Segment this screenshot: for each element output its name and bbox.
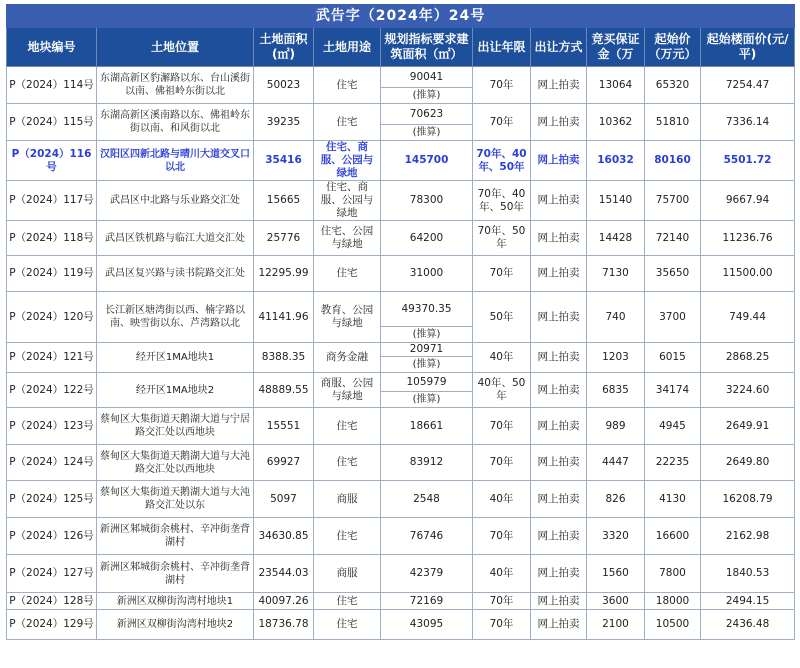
parcel-method: 网上拍卖	[531, 555, 587, 593]
parcel-use: 商服	[314, 481, 381, 518]
parcel-start-price: 10500	[645, 610, 701, 640]
parcel-deposit: 989	[587, 408, 645, 445]
parcel-deposit: 740	[587, 292, 645, 343]
parcel-floor-area: 83912	[381, 445, 473, 481]
floor-area-note: (推算)	[381, 357, 473, 373]
parcel-use: 商服、公园与绿地	[314, 373, 381, 408]
header-area: 土地面积(㎡)	[254, 28, 314, 67]
table-row	[7, 292, 795, 327]
parcel-floor-price: 2649.80	[701, 445, 795, 481]
table-row	[7, 555, 795, 593]
parcel-id: P（2024）121号	[7, 343, 97, 373]
parcel-start-price: 7800	[645, 555, 701, 593]
parcel-years: 70年	[473, 593, 531, 610]
parcel-location: 武昌区复兴路与读书院路交汇处	[97, 256, 254, 292]
header-method: 出让方式	[531, 28, 587, 67]
parcel-floor-price: 7254.47	[701, 67, 795, 104]
parcel-start-price: 16600	[645, 518, 701, 555]
parcel-floor-area: 49370.35	[381, 292, 473, 327]
parcel-floor-area: 105979	[381, 373, 473, 392]
parcel-use: 住宅	[314, 256, 381, 292]
parcel-id: P（2024）125号	[7, 481, 97, 518]
parcel-location: 东湖高新区溪南路以东、佛祖岭东街以南、和风街以北	[97, 104, 254, 141]
parcel-start-price: 80160	[645, 141, 701, 181]
parcel-area: 48889.55	[254, 373, 314, 408]
parcel-years: 70年	[473, 518, 531, 555]
parcel-area: 8388.35	[254, 343, 314, 373]
parcel-floor-price: 16208.79	[701, 481, 795, 518]
parcel-years: 70年	[473, 445, 531, 481]
floor-area-note: (推算)	[381, 88, 473, 104]
parcel-floor-price: 2649.91	[701, 408, 795, 445]
parcel-start-price: 3700	[645, 292, 701, 343]
parcel-floor-price: 2162.98	[701, 518, 795, 555]
parcel-years: 70年	[473, 104, 531, 141]
parcel-method: 网上拍卖	[531, 408, 587, 445]
parcel-years: 70年	[473, 408, 531, 445]
table-row	[7, 104, 795, 125]
table-row	[7, 518, 795, 555]
parcel-floor-price: 749.44	[701, 292, 795, 343]
parcel-id: P（2024）124号	[7, 445, 97, 481]
parcel-deposit: 13064	[587, 67, 645, 104]
parcel-start-price: 65320	[645, 67, 701, 104]
parcel-floor-price: 11500.00	[701, 256, 795, 292]
parcel-location: 新洲区双柳街沟湾村地块1	[97, 593, 254, 610]
parcel-floor-price: 1840.53	[701, 555, 795, 593]
parcel-floor-area: 42379	[381, 555, 473, 593]
parcel-area: 5097	[254, 481, 314, 518]
parcel-location: 新洲区邾城街余桃村、辛冲街垄背湖村	[97, 555, 254, 593]
parcel-location: 蔡甸区大集街道天鹅湖大道与宁居路交汇处以西地块	[97, 408, 254, 445]
parcel-floor-price: 5501.72	[701, 141, 795, 181]
parcel-use: 商服	[314, 555, 381, 593]
parcel-start-price: 75700	[645, 181, 701, 221]
parcel-id: P（2024）120号	[7, 292, 97, 343]
parcel-deposit: 6835	[587, 373, 645, 408]
parcel-deposit: 16032	[587, 141, 645, 181]
parcel-deposit: 826	[587, 481, 645, 518]
parcel-method: 网上拍卖	[531, 67, 587, 104]
parcel-start-price: 72140	[645, 221, 701, 256]
parcel-years: 50年	[473, 292, 531, 343]
parcel-floor-price: 2436.48	[701, 610, 795, 640]
parcel-deposit: 3600	[587, 593, 645, 610]
parcel-area: 18736.78	[254, 610, 314, 640]
parcel-method: 网上拍卖	[531, 141, 587, 181]
parcel-floor-area: 2548	[381, 481, 473, 518]
parcel-floor-area: 64200	[381, 221, 473, 256]
parcel-id: P（2024）116号	[7, 141, 97, 181]
parcel-location: 武昌区中北路与乐业路交汇处	[97, 181, 254, 221]
parcel-location: 武昌区铁机路与临江大道交汇处	[97, 221, 254, 256]
parcel-id: P（2024）123号	[7, 408, 97, 445]
parcel-method: 网上拍卖	[531, 481, 587, 518]
table-row	[7, 610, 795, 640]
table-row	[7, 373, 795, 392]
parcel-deposit: 1560	[587, 555, 645, 593]
parcel-years: 40年、50年	[473, 373, 531, 408]
parcel-id: P（2024）114号	[7, 67, 97, 104]
parcel-start-price: 35650	[645, 256, 701, 292]
parcel-method: 网上拍卖	[531, 593, 587, 610]
floor-area-note: (推算)	[381, 125, 473, 141]
parcel-location: 蔡甸区大集街道天鹅湖大道与大沌路交汇处以东	[97, 481, 254, 518]
parcel-deposit: 4447	[587, 445, 645, 481]
parcel-floor-area: 76746	[381, 518, 473, 555]
parcel-id: P（2024）128号	[7, 593, 97, 610]
parcel-area: 35416	[254, 141, 314, 181]
parcel-use: 住宅	[314, 518, 381, 555]
header-years: 出让年限	[473, 28, 531, 67]
parcel-years: 40年	[473, 343, 531, 373]
parcel-area: 41141.96	[254, 292, 314, 343]
header-floor-area: 规划指标要求建筑面积（㎡）	[381, 28, 473, 67]
parcel-method: 网上拍卖	[531, 104, 587, 141]
parcel-id: P（2024）122号	[7, 373, 97, 408]
parcel-years: 70年、40年、50年	[473, 141, 531, 181]
parcel-years: 40年	[473, 481, 531, 518]
parcel-years: 70年	[473, 610, 531, 640]
table-row	[7, 593, 795, 610]
parcel-years: 70年、40年、50年	[473, 181, 531, 221]
table-row	[7, 481, 795, 518]
header-location: 土地位置	[97, 28, 254, 67]
parcel-use: 住宅	[314, 104, 381, 141]
parcel-use: 住宅、商服、公园与绿地	[314, 141, 381, 181]
parcel-use: 住宅、商服、公园与绿地	[314, 181, 381, 221]
parcel-years: 70年	[473, 256, 531, 292]
parcel-area: 25776	[254, 221, 314, 256]
parcel-deposit: 10362	[587, 104, 645, 141]
parcel-location: 经开区1MA地块2	[97, 373, 254, 408]
parcel-id: P（2024）126号	[7, 518, 97, 555]
parcel-use: 教育、公园与绿地	[314, 292, 381, 343]
floor-area-note: (推算)	[381, 327, 473, 343]
parcel-area: 15551	[254, 408, 314, 445]
header-parcel-id: 地块编号	[7, 28, 97, 67]
parcel-location: 长江新区塘湾街以西、楠字路以南、映雪街以东、芦湾路以北	[97, 292, 254, 343]
parcel-area: 39235	[254, 104, 314, 141]
parcel-floor-area: 20971	[381, 343, 473, 357]
parcel-years: 70年	[473, 67, 531, 104]
parcel-method: 网上拍卖	[531, 373, 587, 408]
parcel-floor-area: 31000	[381, 256, 473, 292]
header-use: 土地用途	[314, 28, 381, 67]
table-row	[7, 181, 795, 221]
parcel-floor-area: 43095	[381, 610, 473, 640]
parcel-start-price: 51810	[645, 104, 701, 141]
parcel-floor-area: 78300	[381, 181, 473, 221]
parcel-area: 69927	[254, 445, 314, 481]
parcel-use: 住宅、公园与绿地	[314, 221, 381, 256]
parcel-use: 住宅	[314, 610, 381, 640]
parcel-location: 蔡甸区大集街道天鹅湖大道与大沌路交汇处以西地块	[97, 445, 254, 481]
parcel-floor-area: 72169	[381, 593, 473, 610]
parcel-floor-area: 145700	[381, 141, 473, 181]
floor-area-note: (推算)	[381, 392, 473, 408]
parcel-method: 网上拍卖	[531, 292, 587, 343]
parcel-deposit: 3320	[587, 518, 645, 555]
parcel-use: 住宅	[314, 445, 381, 481]
parcel-id: P（2024）118号	[7, 221, 97, 256]
parcel-start-price: 34174	[645, 373, 701, 408]
parcel-years: 40年	[473, 555, 531, 593]
header-deposit: 竞买保证金（万	[587, 28, 645, 67]
parcel-location: 经开区1MA地块1	[97, 343, 254, 373]
parcel-floor-price: 3224.60	[701, 373, 795, 408]
parcel-id: P（2024）119号	[7, 256, 97, 292]
table-row	[7, 256, 795, 292]
parcel-method: 网上拍卖	[531, 221, 587, 256]
parcel-start-price: 6015	[645, 343, 701, 373]
parcel-deposit: 1203	[587, 343, 645, 373]
parcel-floor-price: 11236.76	[701, 221, 795, 256]
parcel-location: 新洲区双柳街沟湾村地块2	[97, 610, 254, 640]
parcel-deposit: 14428	[587, 221, 645, 256]
parcel-deposit: 7130	[587, 256, 645, 292]
parcel-use: 住宅	[314, 67, 381, 104]
table-row	[7, 67, 795, 88]
parcel-location: 汉阳区四新北路与晴川大道交叉口以北	[97, 141, 254, 181]
parcel-deposit: 2100	[587, 610, 645, 640]
parcel-method: 网上拍卖	[531, 610, 587, 640]
parcel-area: 50023	[254, 67, 314, 104]
parcel-method: 网上拍卖	[531, 445, 587, 481]
table-row	[7, 408, 795, 445]
parcel-start-price: 22235	[645, 445, 701, 481]
parcel-start-price: 18000	[645, 593, 701, 610]
table-header-row	[7, 28, 795, 67]
table-title-row	[7, 5, 795, 28]
parcel-area: 40097.26	[254, 593, 314, 610]
header-start-price: 起始价（万元）	[645, 28, 701, 67]
parcel-method: 网上拍卖	[531, 343, 587, 373]
parcel-years: 70年、50年	[473, 221, 531, 256]
table-body	[7, 67, 795, 640]
parcel-floor-price: 9667.94	[701, 181, 795, 221]
table-row	[7, 141, 795, 181]
parcel-start-price: 4130	[645, 481, 701, 518]
parcel-area: 15665	[254, 181, 314, 221]
parcel-area: 34630.85	[254, 518, 314, 555]
parcel-location: 新洲区邾城街余桃村、辛冲街垄背湖村	[97, 518, 254, 555]
table-row	[7, 221, 795, 256]
parcel-area: 23544.03	[254, 555, 314, 593]
parcel-method: 网上拍卖	[531, 518, 587, 555]
parcel-location: 东湖高新区豹澥路以东、台山溪街以南、佛祖岭东街以北	[97, 67, 254, 104]
parcel-use: 住宅	[314, 408, 381, 445]
header-floor-price: 起始楼面价(元/平)	[701, 28, 795, 67]
parcel-floor-area: 70623	[381, 104, 473, 125]
table-title: 武告字（2024年）24号	[7, 5, 795, 28]
parcel-floor-area: 90041	[381, 67, 473, 88]
parcel-start-price: 4945	[645, 408, 701, 445]
parcel-use: 住宅	[314, 593, 381, 610]
parcel-use: 商务金融	[314, 343, 381, 373]
table-row	[7, 445, 795, 481]
parcel-floor-area: 18661	[381, 408, 473, 445]
parcel-floor-price: 2868.25	[701, 343, 795, 373]
parcel-method: 网上拍卖	[531, 256, 587, 292]
parcel-floor-price: 2494.15	[701, 593, 795, 610]
parcel-floor-price: 7336.14	[701, 104, 795, 141]
parcel-deposit: 15140	[587, 181, 645, 221]
land-parcel-table	[6, 4, 795, 640]
parcel-id: P（2024）127号	[7, 555, 97, 593]
parcel-id: P（2024）129号	[7, 610, 97, 640]
land-auction-notice	[6, 4, 794, 640]
parcel-method: 网上拍卖	[531, 181, 587, 221]
parcel-id: P（2024）115号	[7, 104, 97, 141]
table-row	[7, 343, 795, 357]
parcel-id: P（2024）117号	[7, 181, 97, 221]
parcel-area: 12295.99	[254, 256, 314, 292]
